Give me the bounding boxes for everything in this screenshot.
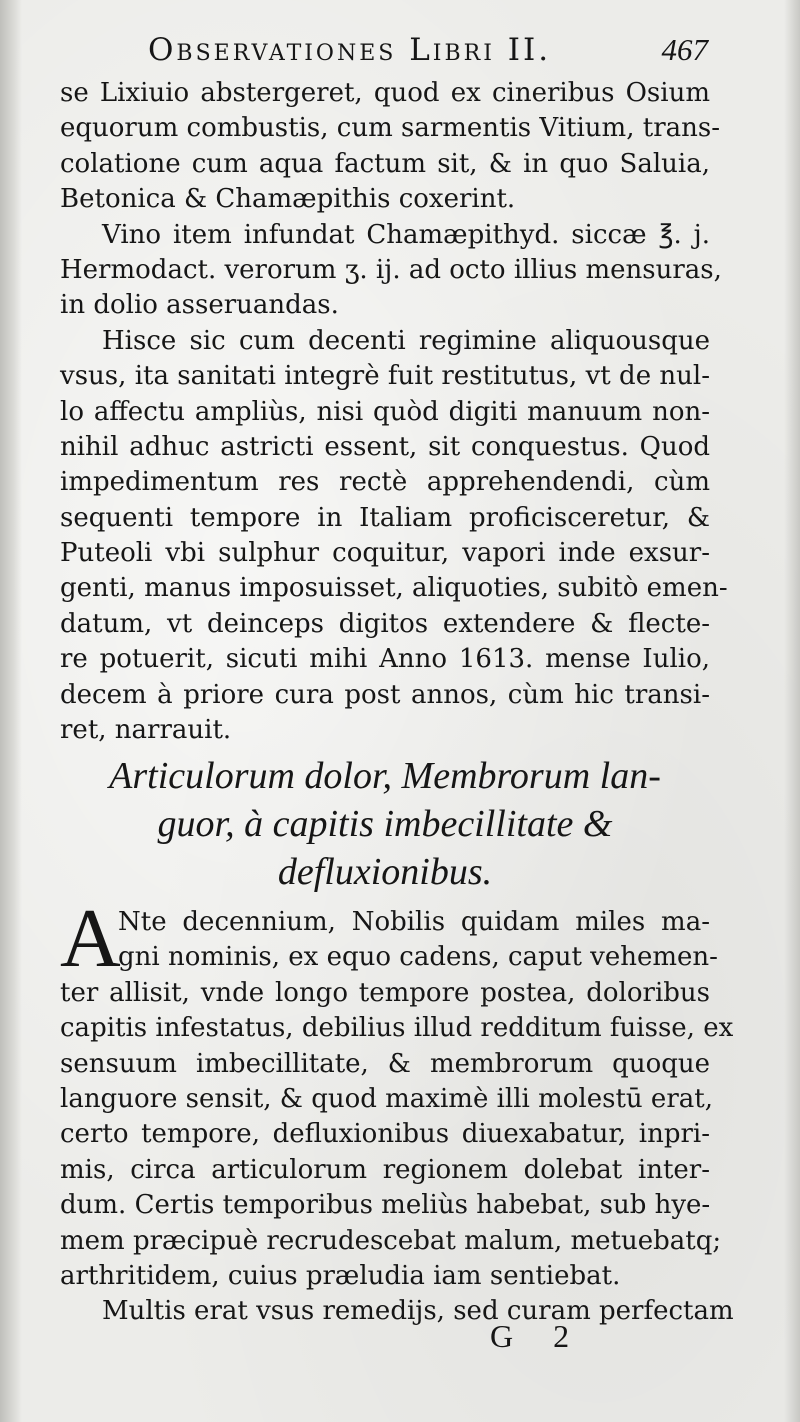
- text-line: nihil adhuc astricti essent, sit conquestus. Quod: [60, 431, 710, 462]
- text-line: Nte decennium, Nobilis quidam miles ma-: [118, 907, 710, 937]
- heading-line: Articulorum dolor, Membrorum lan-: [109, 755, 661, 797]
- page-left-shadow: [0, 0, 22, 1422]
- page-right-shadow: [784, 0, 800, 1422]
- text-line: capitis infestatus, debilius illud redditum fuisse, ex: [60, 1013, 734, 1044]
- text-line: Puteoli vbi sulphur coquitur, vapori inde exsur-: [60, 538, 710, 569]
- section-heading: [60, 752, 710, 896]
- text-line: Multis erat vsus remedijs, sed curam perfectam: [102, 1296, 734, 1327]
- text-line: sequenti tempore in Italiam proficisceretur, &: [60, 502, 710, 533]
- text-line: certo tempore, defluxionibus diuexabatur, inpri-: [60, 1119, 710, 1150]
- section-2-text: [60, 905, 734, 1330]
- text-line: dum. Certis temporibus meliùs habebat, sub hye-: [60, 1190, 711, 1221]
- running-title: Observationes Libri II.: [148, 32, 552, 68]
- text-line: languore sensit, & quod maximè illi molestū erat,: [60, 1083, 713, 1114]
- text-line: genti, manus imposuisset, aliquoties, subitò emen-: [60, 573, 728, 604]
- text-line: in dolio asseruandas.: [60, 290, 339, 321]
- text-line: Vino item infundat Chamæpithyd. siccæ ℥. j.: [102, 219, 710, 250]
- text-line: equorum combustis, cum sarmentis Vitium, trans-: [60, 113, 720, 144]
- text-line: ter allisit, vnde longo tempore postea, doloribus: [60, 977, 710, 1008]
- text-line: Betonica & Chamæpithis coxerint.: [60, 184, 516, 215]
- text-line: vsus, ita sanitati integrè fuit restitutus, vt de nul-: [60, 361, 710, 392]
- drop-cap: A: [60, 892, 121, 985]
- text-line: colatione cum aqua factum sit, & in quo Saluia,: [60, 148, 710, 179]
- text-line: datum, vt deinceps digitos extendere & flecte-: [60, 608, 710, 639]
- text-line: Hisce sic cum decenti regimine aliquousque: [102, 325, 710, 356]
- heading-line: defluxionibus.: [277, 851, 493, 893]
- text-line: lo affectu ampliùs, nisi quòd digiti manuum non-: [60, 396, 710, 427]
- text-line: gni nominis, ex equo cadens, caput vehemen-: [118, 942, 718, 973]
- page-number: 467: [661, 32, 708, 67]
- signature-mark: G 2: [490, 1318, 586, 1354]
- text-line: arthritidem, cuius præludia iam sentiebat.: [60, 1260, 621, 1291]
- text-line: impedimentum res rectè apprehendendi, cùm: [60, 467, 710, 498]
- text-line: se Lixiuio abstergeret, quod ex cineribus Osium: [60, 78, 710, 108]
- text-line: Hermodact. verorum ʒ. ij. ad octo illius mensuras,: [60, 254, 722, 285]
- text-line: decem à priore cura post annos, cùm hic transi-: [60, 679, 710, 710]
- text-line: ret, narrauit.: [60, 715, 232, 746]
- text-line: mem præcipuè recrudescebat malum, metuebatq;: [60, 1225, 722, 1256]
- running-head: [148, 28, 708, 72]
- text-line: mis, circa articulorum regionem dolebat inter-: [60, 1154, 710, 1185]
- section-1-text: [60, 76, 728, 748]
- text-line: sensuum imbecillitate, & membrorum quoque: [60, 1048, 710, 1079]
- text-line: re potuerit, sicuti mihi Anno 1613. mense Iulio,: [60, 644, 710, 675]
- heading-line: guor, à capitis imbecillitate &: [157, 803, 613, 845]
